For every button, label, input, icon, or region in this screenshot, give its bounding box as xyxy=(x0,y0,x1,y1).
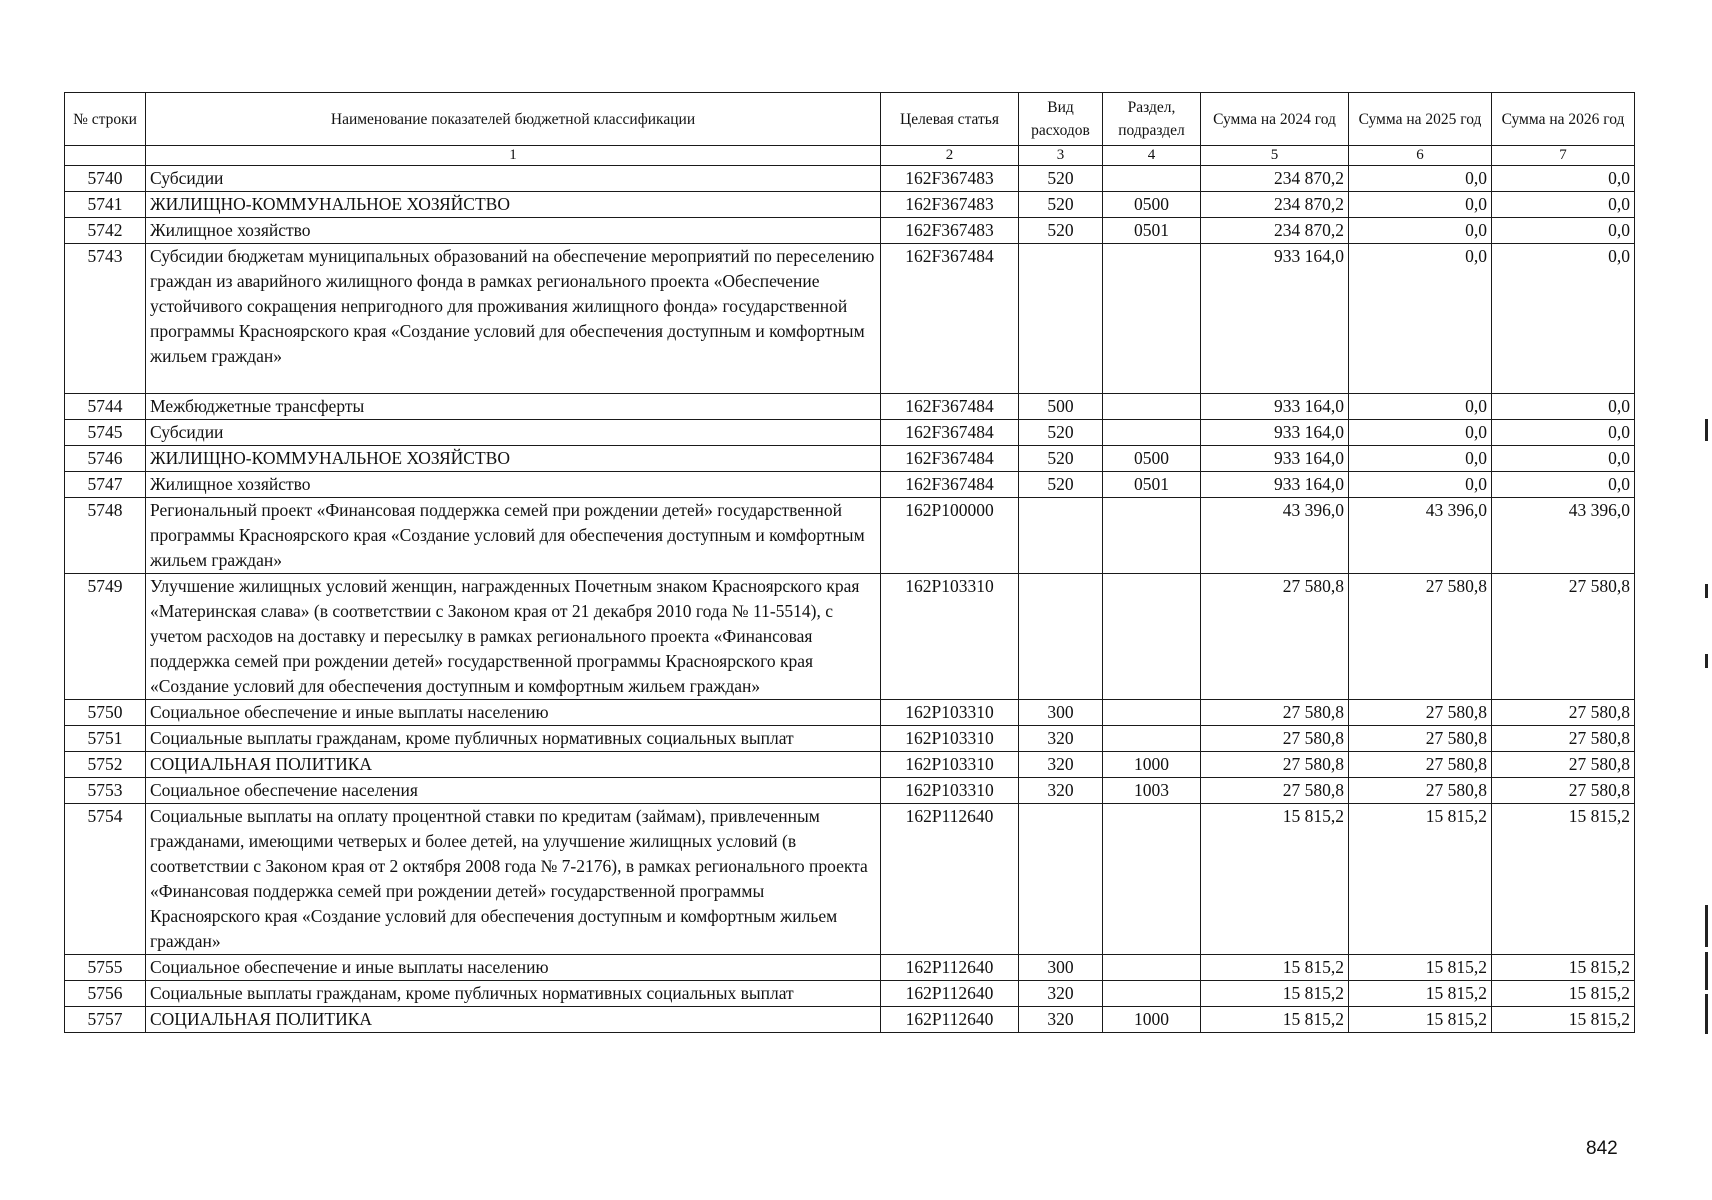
expense-type-cell: 520 xyxy=(1019,446,1103,472)
sum-2025-cell: 15 815,2 xyxy=(1349,1007,1492,1033)
target-article-cell: 162P103310 xyxy=(881,574,1019,700)
row-number-cell: 5746 xyxy=(65,446,146,472)
scan-edge-mark xyxy=(1705,584,1708,598)
expense-type-cell: 320 xyxy=(1019,726,1103,752)
sum-2024-cell: 933 164,0 xyxy=(1201,394,1349,420)
table-row xyxy=(65,726,1635,752)
column-number: 6 xyxy=(1349,146,1492,166)
sum-2024-cell: 27 580,8 xyxy=(1201,726,1349,752)
target-article-cell: 162P103310 xyxy=(881,752,1019,778)
section-cell xyxy=(1103,498,1201,574)
sum-2026-cell: 27 580,8 xyxy=(1492,700,1635,726)
row-number-cell: 5749 xyxy=(65,574,146,700)
row-name-cell: Субсидии бюджетам муниципальных образований на обеспечение мероприятий по переселению граждан из аварийного жилищного фонда в рамках регионального проекта «Обеспечение устойчивого сокращения непригодного для проживания жилищного фонда» государственной программы Красноярского края «Создание условий для обеспечения доступным и комфортным жильем граждан» xyxy=(146,244,881,394)
expense-type-cell: 520 xyxy=(1019,420,1103,446)
sum-2024-cell: 933 164,0 xyxy=(1201,472,1349,498)
sum-2026-cell: 0,0 xyxy=(1492,472,1635,498)
row-name-cell: Субсидии xyxy=(146,420,881,446)
sum-2025-cell: 27 580,8 xyxy=(1349,726,1492,752)
expense-type-cell xyxy=(1019,498,1103,574)
section-cell xyxy=(1103,804,1201,955)
row-number-cell: 5754 xyxy=(65,804,146,955)
budget-table xyxy=(64,92,1635,1033)
sum-2026-cell: 27 580,8 xyxy=(1492,778,1635,804)
sum-2024-cell: 43 396,0 xyxy=(1201,498,1349,574)
sum-2025-cell: 0,0 xyxy=(1349,394,1492,420)
sum-2025-cell: 0,0 xyxy=(1349,218,1492,244)
sum-2026-cell: 43 396,0 xyxy=(1492,498,1635,574)
expense-type-cell xyxy=(1019,574,1103,700)
column-number: 5 xyxy=(1201,146,1349,166)
sum-2024-cell: 27 580,8 xyxy=(1201,778,1349,804)
sum-2024-cell: 27 580,8 xyxy=(1201,700,1349,726)
table-header-row xyxy=(65,93,1635,146)
row-name-cell: Региональный проект «Финансовая поддержка семей при рождении детей» государственной программы Красноярского края «Создание условий для обеспечения доступным и комфортным жильем граждан» xyxy=(146,498,881,574)
table-row xyxy=(65,218,1635,244)
section-cell xyxy=(1103,244,1201,394)
row-number-cell: 5748 xyxy=(65,498,146,574)
row-number-cell: 5757 xyxy=(65,1007,146,1033)
header-sum-2026: Сумма на 2026 год xyxy=(1492,93,1635,146)
row-name-cell: СОЦИАЛЬНАЯ ПОЛИТИКА xyxy=(146,1007,881,1033)
scan-edge-mark xyxy=(1705,952,1708,990)
sum-2026-cell: 0,0 xyxy=(1492,446,1635,472)
sum-2024-cell: 15 815,2 xyxy=(1201,804,1349,955)
table-row xyxy=(65,752,1635,778)
sum-2026-cell: 15 815,2 xyxy=(1492,955,1635,981)
section-cell xyxy=(1103,700,1201,726)
scan-edge-mark xyxy=(1705,419,1708,441)
expense-type-cell: 320 xyxy=(1019,752,1103,778)
table-row xyxy=(65,804,1635,955)
sum-2024-cell: 933 164,0 xyxy=(1201,446,1349,472)
header-expense-type: Вид расходов xyxy=(1019,93,1103,146)
sum-2024-cell: 234 870,2 xyxy=(1201,166,1349,192)
sum-2025-cell: 0,0 xyxy=(1349,420,1492,446)
row-name-cell: Межбюджетные трансферты xyxy=(146,394,881,420)
sum-2026-cell: 27 580,8 xyxy=(1492,726,1635,752)
table-row xyxy=(65,446,1635,472)
column-number: 2 xyxy=(881,146,1019,166)
row-name-cell: ЖИЛИЩНО-КОММУНАЛЬНОЕ ХОЗЯЙСТВО xyxy=(146,192,881,218)
sum-2025-cell: 0,0 xyxy=(1349,472,1492,498)
table-row xyxy=(65,981,1635,1007)
row-name-cell: Социальные выплаты гражданам, кроме публичных нормативных социальных выплат xyxy=(146,726,881,752)
expense-type-cell: 320 xyxy=(1019,778,1103,804)
target-article-cell: 162P112640 xyxy=(881,804,1019,955)
target-article-cell: 162F367484 xyxy=(881,472,1019,498)
sum-2026-cell: 0,0 xyxy=(1492,166,1635,192)
target-article-cell: 162F367484 xyxy=(881,244,1019,394)
sum-2025-cell: 0,0 xyxy=(1349,244,1492,394)
sum-2025-cell: 43 396,0 xyxy=(1349,498,1492,574)
row-number-cell: 5741 xyxy=(65,192,146,218)
table-row xyxy=(65,472,1635,498)
sum-2024-cell: 234 870,2 xyxy=(1201,218,1349,244)
row-name-cell: Жилищное хозяйство xyxy=(146,472,881,498)
table-row xyxy=(65,1007,1635,1033)
sum-2026-cell: 15 815,2 xyxy=(1492,804,1635,955)
table-row xyxy=(65,166,1635,192)
table-row xyxy=(65,574,1635,700)
header-name: Наименование показателей бюджетной классификации xyxy=(146,93,881,146)
expense-type-cell: 520 xyxy=(1019,166,1103,192)
table-row xyxy=(65,420,1635,446)
target-article-cell: 162P112640 xyxy=(881,955,1019,981)
header-section: Раздел, подраздел xyxy=(1103,93,1201,146)
scan-edge-mark xyxy=(1705,905,1708,947)
sum-2026-cell: 0,0 xyxy=(1492,244,1635,394)
target-article-cell: 162F367484 xyxy=(881,420,1019,446)
section-cell xyxy=(1103,420,1201,446)
row-number-cell: 5740 xyxy=(65,166,146,192)
row-name-cell: Социальное обеспечение и иные выплаты населению xyxy=(146,955,881,981)
row-number-cell: 5750 xyxy=(65,700,146,726)
row-name-cell: Жилищное хозяйство xyxy=(146,218,881,244)
sum-2026-cell: 0,0 xyxy=(1492,192,1635,218)
column-number: 7 xyxy=(1492,146,1635,166)
target-article-cell: 162P103310 xyxy=(881,700,1019,726)
sum-2026-cell: 27 580,8 xyxy=(1492,752,1635,778)
column-number: 3 xyxy=(1019,146,1103,166)
row-number-cell: 5752 xyxy=(65,752,146,778)
column-number: 4 xyxy=(1103,146,1201,166)
sum-2025-cell: 27 580,8 xyxy=(1349,778,1492,804)
table-row xyxy=(65,778,1635,804)
section-cell: 0501 xyxy=(1103,472,1201,498)
section-cell xyxy=(1103,574,1201,700)
sum-2024-cell: 15 815,2 xyxy=(1201,981,1349,1007)
target-article-cell: 162P112640 xyxy=(881,981,1019,1007)
sum-2025-cell: 15 815,2 xyxy=(1349,804,1492,955)
row-number-cell: 5755 xyxy=(65,955,146,981)
table-row xyxy=(65,700,1635,726)
expense-type-cell: 520 xyxy=(1019,472,1103,498)
expense-type-cell: 520 xyxy=(1019,218,1103,244)
target-article-cell: 162P103310 xyxy=(881,726,1019,752)
sum-2026-cell: 15 815,2 xyxy=(1492,1007,1635,1033)
budget-table-sheet xyxy=(64,92,1634,1033)
row-number-cell: 5742 xyxy=(65,218,146,244)
table-row xyxy=(65,244,1635,394)
header-row-number: № строки xyxy=(65,93,146,146)
sum-2025-cell: 27 580,8 xyxy=(1349,752,1492,778)
row-number-cell: 5744 xyxy=(65,394,146,420)
section-cell: 1003 xyxy=(1103,778,1201,804)
scan-edge-mark xyxy=(1705,654,1708,668)
section-cell xyxy=(1103,981,1201,1007)
row-name-cell: СОЦИАЛЬНАЯ ПОЛИТИКА xyxy=(146,752,881,778)
row-name-cell: Социальные выплаты гражданам, кроме публичных нормативных социальных выплат xyxy=(146,981,881,1007)
row-number-cell: 5756 xyxy=(65,981,146,1007)
column-number xyxy=(65,146,146,166)
target-article-cell: 162F367483 xyxy=(881,192,1019,218)
expense-type-cell: 520 xyxy=(1019,192,1103,218)
section-cell: 1000 xyxy=(1103,1007,1201,1033)
expense-type-cell: 300 xyxy=(1019,700,1103,726)
sum-2025-cell: 15 815,2 xyxy=(1349,981,1492,1007)
table-row xyxy=(65,394,1635,420)
sum-2026-cell: 0,0 xyxy=(1492,394,1635,420)
sum-2024-cell: 15 815,2 xyxy=(1201,1007,1349,1033)
sum-2025-cell: 27 580,8 xyxy=(1349,700,1492,726)
table-row xyxy=(65,192,1635,218)
sum-2024-cell: 27 580,8 xyxy=(1201,574,1349,700)
table-row xyxy=(65,498,1635,574)
sum-2025-cell: 0,0 xyxy=(1349,192,1492,218)
row-number-cell: 5747 xyxy=(65,472,146,498)
sum-2025-cell: 0,0 xyxy=(1349,166,1492,192)
header-sum-2024: Сумма на 2024 год xyxy=(1201,93,1349,146)
sum-2025-cell: 0,0 xyxy=(1349,446,1492,472)
row-name-cell: Социальное обеспечение населения xyxy=(146,778,881,804)
section-cell: 0501 xyxy=(1103,218,1201,244)
row-name-cell: Социальное обеспечение и иные выплаты населению xyxy=(146,700,881,726)
sum-2025-cell: 27 580,8 xyxy=(1349,574,1492,700)
sum-2026-cell: 0,0 xyxy=(1492,218,1635,244)
target-article-cell: 162F367483 xyxy=(881,166,1019,192)
row-name-cell: Улучшение жилищных условий женщин, награжденных Почетным знаком Красноярского края «Материнская слава» (в соответствии с Законом края от 21 декабря 2010 года № 11-5514), с учетом расходов на доставку и пересылку в рамках регионального проекта «Финансовая поддержка семей при рождении детей» государственной программы Красноярского края «Создание условий для обеспечения доступным и комфортным жильем граждан» xyxy=(146,574,881,700)
section-cell xyxy=(1103,726,1201,752)
section-cell xyxy=(1103,955,1201,981)
scan-edge-mark xyxy=(1705,994,1708,1034)
column-number-row xyxy=(65,146,1635,166)
row-number-cell: 5745 xyxy=(65,420,146,446)
table-row xyxy=(65,955,1635,981)
sum-2024-cell: 27 580,8 xyxy=(1201,752,1349,778)
sum-2026-cell: 15 815,2 xyxy=(1492,981,1635,1007)
page-number: 842 xyxy=(1586,1138,1618,1159)
expense-type-cell xyxy=(1019,244,1103,394)
row-name-cell: ЖИЛИЩНО-КОММУНАЛЬНОЕ ХОЗЯЙСТВО xyxy=(146,446,881,472)
header-sum-2025: Сумма на 2025 год xyxy=(1349,93,1492,146)
section-cell: 0500 xyxy=(1103,446,1201,472)
row-name-cell: Субсидии xyxy=(146,166,881,192)
target-article-cell: 162F367484 xyxy=(881,394,1019,420)
section-cell: 0500 xyxy=(1103,192,1201,218)
sum-2024-cell: 933 164,0 xyxy=(1201,244,1349,394)
column-number: 1 xyxy=(146,146,881,166)
sum-2025-cell: 15 815,2 xyxy=(1349,955,1492,981)
expense-type-cell: 320 xyxy=(1019,981,1103,1007)
expense-type-cell: 320 xyxy=(1019,1007,1103,1033)
header-target-article: Целевая статья xyxy=(881,93,1019,146)
section-cell xyxy=(1103,166,1201,192)
expense-type-cell: 300 xyxy=(1019,955,1103,981)
row-number-cell: 5743 xyxy=(65,244,146,394)
sum-2024-cell: 15 815,2 xyxy=(1201,955,1349,981)
sum-2024-cell: 234 870,2 xyxy=(1201,192,1349,218)
section-cell xyxy=(1103,394,1201,420)
target-article-cell: 162F367483 xyxy=(881,218,1019,244)
row-name-cell: Социальные выплаты на оплату процентной ставки по кредитам (займам), привлеченным гражданами, имеющими четверых и более детей, на улучшение жилищных условий (в соответствии с Законом края от 2 октября 2008 года № 7-2176), в рамках регионального проекта «Финансовая поддержка семей при рождении детей» государственной программы Красноярского края «Создание условий для обеспечения доступным и комфортным жильем граждан» xyxy=(146,804,881,955)
expense-type-cell: 500 xyxy=(1019,394,1103,420)
expense-type-cell xyxy=(1019,804,1103,955)
sum-2024-cell: 933 164,0 xyxy=(1201,420,1349,446)
row-number-cell: 5753 xyxy=(65,778,146,804)
section-cell: 1000 xyxy=(1103,752,1201,778)
row-number-cell: 5751 xyxy=(65,726,146,752)
target-article-cell: 162P112640 xyxy=(881,1007,1019,1033)
target-article-cell: 162P103310 xyxy=(881,778,1019,804)
target-article-cell: 162F367484 xyxy=(881,446,1019,472)
sum-2026-cell: 27 580,8 xyxy=(1492,574,1635,700)
target-article-cell: 162P100000 xyxy=(881,498,1019,574)
sum-2026-cell: 0,0 xyxy=(1492,420,1635,446)
